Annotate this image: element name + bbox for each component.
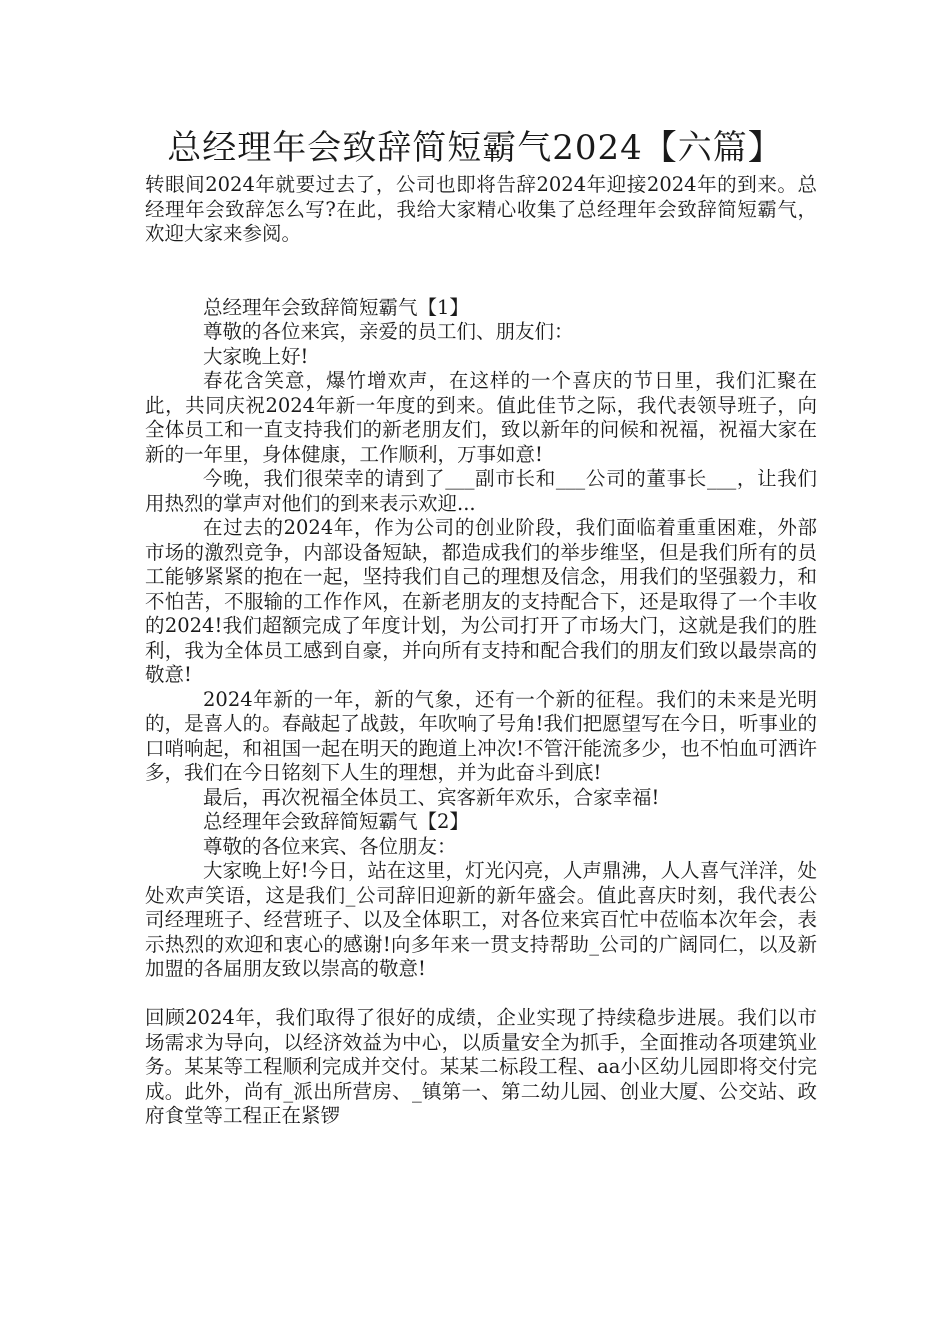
section-1-paragraph: 2024年新的一年，新的气象，还有一个新的征程。我们的未来是光明的，是喜人的。春敲起了战鼓，年吹响了号角!我们把愿望写在今日，听事业的口哨响起，和祖国一起在明天的跑道上冲次!不管汗能流多少，也不怕血可洒许多，我们在今日铭刻下人生的理想，并为此奋斗到底!	[145, 687, 817, 784]
section-1-salutation: 尊敬的各位来宾，亲爱的员工们、朋友们：	[203, 320, 574, 343]
section-2-heading: 总经理年会致辞简短霸气【2】	[203, 810, 469, 833]
section-1-heading: 总经理年会致辞简短霸气【1】	[203, 295, 469, 319]
section-1-paragraph: 在过去的2024年，作为公司的创业阶段，我们面临着重重困难，外部市场的激烈竞争，内部设备短缺，都造成我们的举步维坚，但是我们所有的员工能够紧紧的抱在一起，坚持我们自己的理想及信念，用我们的坚强毅力，和不怕苦，不服输的工作作风，在新老朋友的支持配合下，还是取得了一个丰收的2024!我们超额完成了年度计划，为公司打开了市场大门，这就是我们的胜利，我为全体员工感到自豪，并向所有支持和配合我们的朋友们致以最崇高的敬意!	[145, 516, 817, 686]
blank-line	[145, 271, 817, 296]
section-1-greeting: 大家晚上好!	[203, 344, 309, 368]
section-2-paragraph: 大家晚上好!今日，站在这里，灯光闪亮，人声鼎沸，人人喜气洋洋，处处欢声笑语，这是我们_公司辞旧迎新的新年盛会。值此喜庆时刻，我代表公司经理班子、经营班子、以及全体职工，对各位来宾百忙中莅临本次年会，表示热烈的欢迎和衷心的感谢!向多年来一贯支持帮助_公司的广阔同仁，以及新加盟的各届朋友致以崇高的敬意!	[145, 859, 817, 980]
section-2-paragraph: 回顾2024年，我们取得了很好的成绩，企业实现了持续稳步进展。我们以市场需求为导向，以经济效益为中心，以质量安全为抓手，全面推动各项建筑业务。某某等工程顺利完成并交付。某某二标段工程、aa小区幼儿园即将交付完成。此外，尚有_派出所营房、_镇第一、第二幼儿园、创业大厦、公交站、政府食堂等工程正在紧锣	[145, 1006, 817, 1127]
intro-paragraph: 转眼间2024年就要过去了，公司也即将告辞2024年迎接2024年的到来。总经理年会致辞怎么写?在此，我给大家精心收集了总经理年会致辞简短霸气，欢迎大家来参阅。	[145, 173, 817, 245]
document-title: 总经理年会致辞简短霸气2024【六篇】	[167, 128, 783, 168]
section-2-salutation: 尊敬的各位来宾、各位朋友：	[203, 834, 457, 858]
blank-line	[145, 982, 817, 1007]
section-1-closing: 最后，再次祝福全体员工、宾客新年欢乐，合家幸福!	[203, 785, 660, 809]
section-1-paragraph: 春花含笑意，爆竹增欢声，在这样的一个喜庆的节日里，我们汇聚在此，共同庆祝2024年新一年度的到来。值此佳节之际，我代表领导班子，向全体员工和一直支持我们的新老朋友们，致以新年的问候和祝福，祝福大家在新的一年里，身体健康，工作顺利，万事如意!	[145, 369, 817, 466]
document-body	[145, 173, 817, 1129]
section-1-paragraph: 今晚，我们很荣幸的请到了___副市长和___公司的董事长___，让我们用热烈的掌声对他们的到来表示欢迎...	[145, 467, 817, 515]
blank-line	[145, 247, 817, 272]
